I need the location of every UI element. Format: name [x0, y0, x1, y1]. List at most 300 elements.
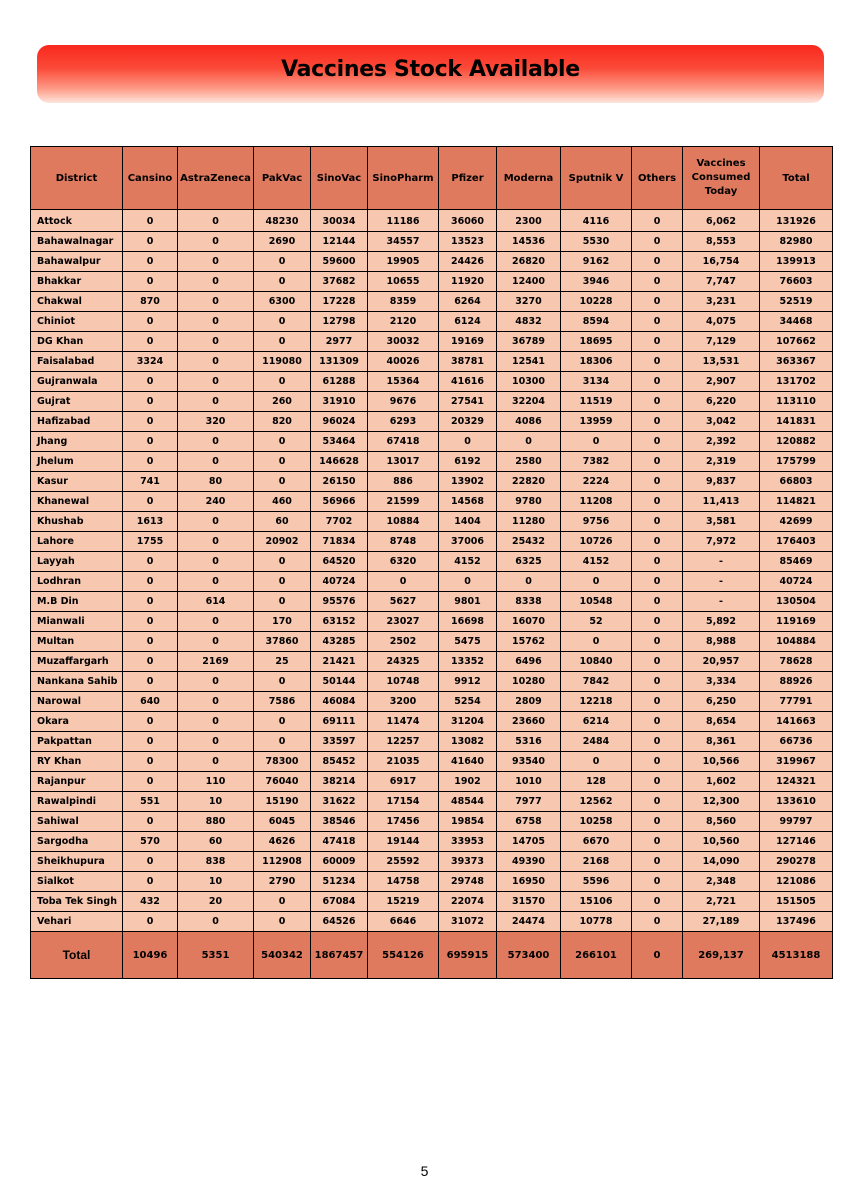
district-cell: Chakwal: [31, 292, 123, 312]
district-cell: Lahore: [31, 532, 123, 552]
value-cell: 0: [178, 572, 254, 592]
value-cell: 5,892: [683, 612, 760, 632]
value-cell: 0: [254, 892, 311, 912]
value-cell: 0: [178, 612, 254, 632]
value-cell: 7842: [561, 672, 632, 692]
value-cell: 67084: [311, 892, 368, 912]
value-cell: 1404: [439, 512, 497, 532]
total-cell: 573400: [497, 932, 561, 979]
value-cell: 2169: [178, 652, 254, 672]
table-total-row: [31, 932, 833, 979]
value-cell: 50144: [311, 672, 368, 692]
value-cell: 34468: [760, 312, 833, 332]
value-cell: 2224: [561, 472, 632, 492]
value-cell: 886: [368, 472, 439, 492]
value-cell: 0: [632, 232, 683, 252]
value-cell: 52: [561, 612, 632, 632]
page-number: 5: [420, 1163, 429, 1179]
value-cell: 139913: [760, 252, 833, 272]
district-cell: Vehari: [31, 912, 123, 932]
total-cell: 695915: [439, 932, 497, 979]
value-cell: 0: [368, 572, 439, 592]
value-cell: 10840: [561, 652, 632, 672]
value-cell: 0: [123, 592, 178, 612]
value-cell: 0: [632, 552, 683, 572]
value-cell: 0: [254, 452, 311, 472]
value-cell: 0: [254, 552, 311, 572]
value-cell: 0: [123, 312, 178, 332]
value-cell: 6917: [368, 772, 439, 792]
value-cell: 0: [632, 532, 683, 552]
district-cell: Lodhran: [31, 572, 123, 592]
value-cell: 4626: [254, 832, 311, 852]
value-cell: 0: [123, 432, 178, 452]
district-cell: Pakpattan: [31, 732, 123, 752]
value-cell: 120882: [760, 432, 833, 452]
value-cell: 23027: [368, 612, 439, 632]
value-cell: 18695: [561, 332, 632, 352]
value-cell: 0: [178, 232, 254, 252]
value-cell: 363367: [760, 352, 833, 372]
value-cell: 131309: [311, 352, 368, 372]
table-row: [31, 392, 833, 412]
value-cell: 0: [254, 272, 311, 292]
value-cell: 10258: [561, 812, 632, 832]
value-cell: 0: [123, 572, 178, 592]
value-cell: 0: [123, 552, 178, 572]
value-cell: 2168: [561, 852, 632, 872]
district-cell: Jhelum: [31, 452, 123, 472]
value-cell: 4832: [497, 312, 561, 332]
value-cell: 5530: [561, 232, 632, 252]
value-cell: 0: [632, 632, 683, 652]
value-cell: 6670: [561, 832, 632, 852]
value-cell: 3,334: [683, 672, 760, 692]
value-cell: 432: [123, 892, 178, 912]
table-row: [31, 892, 833, 912]
value-cell: 551: [123, 792, 178, 812]
table-row: [31, 512, 833, 532]
value-cell: 0: [178, 352, 254, 372]
value-cell: 0: [632, 892, 683, 912]
value-cell: 82980: [760, 232, 833, 252]
district-cell: Sheikhupura: [31, 852, 123, 872]
value-cell: 10,560: [683, 832, 760, 852]
value-cell: 37682: [311, 272, 368, 292]
value-cell: 27,189: [683, 912, 760, 932]
district-cell: Khushab: [31, 512, 123, 532]
value-cell: 460: [254, 492, 311, 512]
value-cell: 0: [123, 732, 178, 752]
value-cell: 0: [123, 712, 178, 732]
value-cell: 6214: [561, 712, 632, 732]
value-cell: 0: [254, 672, 311, 692]
value-cell: 0: [123, 372, 178, 392]
value-cell: 40026: [368, 352, 439, 372]
value-cell: 137496: [760, 912, 833, 932]
value-cell: 0: [178, 912, 254, 932]
district-cell: Faisalabad: [31, 352, 123, 372]
page-title: Vaccines Stock Available: [281, 57, 580, 82]
value-cell: 13523: [439, 232, 497, 252]
value-cell: 15762: [497, 632, 561, 652]
district-cell: Layyah: [31, 552, 123, 572]
value-cell: 3134: [561, 372, 632, 392]
table-row: [31, 852, 833, 872]
table-row: [31, 452, 833, 472]
value-cell: 0: [254, 732, 311, 752]
table-row: [31, 772, 833, 792]
value-cell: 5627: [368, 592, 439, 612]
value-cell: 8338: [497, 592, 561, 612]
value-cell: 113110: [760, 392, 833, 412]
value-cell: 1010: [497, 772, 561, 792]
value-cell: 2502: [368, 632, 439, 652]
value-cell: 63152: [311, 612, 368, 632]
value-cell: 43285: [311, 632, 368, 652]
value-cell: 4152: [561, 552, 632, 572]
value-cell: 10300: [497, 372, 561, 392]
total-cell: 554126: [368, 932, 439, 979]
value-cell: 0: [632, 772, 683, 792]
value-cell: 0: [632, 792, 683, 812]
value-cell: 0: [254, 572, 311, 592]
table-row: [31, 652, 833, 672]
table-row: [31, 732, 833, 752]
value-cell: 119080: [254, 352, 311, 372]
district-cell: Attock: [31, 212, 123, 232]
value-cell: 40724: [760, 572, 833, 592]
value-cell: 131702: [760, 372, 833, 392]
value-cell: 7,972: [683, 532, 760, 552]
table-body: [31, 210, 833, 932]
value-cell: 11186: [368, 212, 439, 232]
value-cell: 2,392: [683, 432, 760, 452]
value-cell: 104884: [760, 632, 833, 652]
table-row: [31, 232, 833, 252]
value-cell: 0: [561, 572, 632, 592]
value-cell: 0: [561, 632, 632, 652]
value-cell: 0: [123, 412, 178, 432]
value-cell: 0: [254, 372, 311, 392]
value-cell: 0: [632, 592, 683, 612]
value-cell: 0: [632, 812, 683, 832]
value-cell: 112908: [254, 852, 311, 872]
value-cell: 78628: [760, 652, 833, 672]
value-cell: 31570: [497, 892, 561, 912]
district-cell: Multan: [31, 632, 123, 652]
value-cell: 0: [254, 592, 311, 612]
value-cell: 0: [178, 672, 254, 692]
table-row: [31, 632, 833, 652]
value-cell: 15106: [561, 892, 632, 912]
total-label: Total: [31, 932, 123, 979]
value-cell: 12562: [561, 792, 632, 812]
value-cell: 22074: [439, 892, 497, 912]
value-cell: 0: [178, 272, 254, 292]
value-cell: 0: [561, 432, 632, 452]
value-cell: 2,721: [683, 892, 760, 912]
value-cell: 0: [632, 352, 683, 372]
district-cell: Mianwali: [31, 612, 123, 632]
value-cell: 0: [632, 492, 683, 512]
value-cell: 60: [178, 832, 254, 852]
value-cell: 0: [123, 332, 178, 352]
value-cell: 290278: [760, 852, 833, 872]
value-cell: 640: [123, 692, 178, 712]
value-cell: 2977: [311, 332, 368, 352]
district-cell: Gujranwala: [31, 372, 123, 392]
value-cell: 0: [439, 572, 497, 592]
value-cell: 53464: [311, 432, 368, 452]
value-cell: 16950: [497, 872, 561, 892]
value-cell: 13902: [439, 472, 497, 492]
value-cell: 99797: [760, 812, 833, 832]
district-cell: Bahawalnagar: [31, 232, 123, 252]
value-cell: 26150: [311, 472, 368, 492]
value-cell: 7586: [254, 692, 311, 712]
value-cell: 47418: [311, 832, 368, 852]
value-cell: 3,042: [683, 412, 760, 432]
district-cell: M.B Din: [31, 592, 123, 612]
value-cell: 0: [561, 752, 632, 772]
value-cell: 77791: [760, 692, 833, 712]
column-header: Total: [760, 147, 833, 210]
value-cell: 12,300: [683, 792, 760, 812]
table-header-row: [31, 147, 833, 210]
total-cell: 269,137: [683, 932, 760, 979]
value-cell: 10726: [561, 532, 632, 552]
value-cell: 76603: [760, 272, 833, 292]
value-cell: 36789: [497, 332, 561, 352]
value-cell: 39373: [439, 852, 497, 872]
value-cell: 11280: [497, 512, 561, 532]
value-cell: 0: [632, 912, 683, 932]
value-cell: 15190: [254, 792, 311, 812]
value-cell: 4,075: [683, 312, 760, 332]
value-cell: 16,754: [683, 252, 760, 272]
value-cell: 10280: [497, 672, 561, 692]
value-cell: 110: [178, 772, 254, 792]
value-cell: 741: [123, 472, 178, 492]
value-cell: 0: [254, 712, 311, 732]
value-cell: 6,062: [683, 212, 760, 232]
value-cell: 31622: [311, 792, 368, 812]
table-row: [31, 712, 833, 732]
value-cell: 21035: [368, 752, 439, 772]
value-cell: 5254: [439, 692, 497, 712]
value-cell: 0: [178, 552, 254, 572]
value-cell: 93540: [497, 752, 561, 772]
table-row: [31, 312, 833, 332]
value-cell: 0: [254, 432, 311, 452]
value-cell: 0: [178, 432, 254, 452]
column-header: SinoPharm: [368, 147, 439, 210]
value-cell: 0: [123, 612, 178, 632]
value-cell: 11474: [368, 712, 439, 732]
value-cell: -: [683, 592, 760, 612]
value-cell: 2690: [254, 232, 311, 252]
value-cell: 6264: [439, 292, 497, 312]
district-cell: Okara: [31, 712, 123, 732]
value-cell: 88926: [760, 672, 833, 692]
value-cell: 5475: [439, 632, 497, 652]
column-header: Others: [632, 147, 683, 210]
value-cell: 0: [178, 712, 254, 732]
value-cell: 0: [632, 212, 683, 232]
value-cell: 80: [178, 472, 254, 492]
value-cell: 13082: [439, 732, 497, 752]
district-cell: Sialkot: [31, 872, 123, 892]
table-row: [31, 352, 833, 372]
district-cell: Rajanpur: [31, 772, 123, 792]
value-cell: 4116: [561, 212, 632, 232]
column-header: Moderna: [497, 147, 561, 210]
value-cell: 141663: [760, 712, 833, 732]
value-cell: 0: [497, 572, 561, 592]
value-cell: 19144: [368, 832, 439, 852]
value-cell: 170: [254, 612, 311, 632]
value-cell: 20902: [254, 532, 311, 552]
value-cell: 3200: [368, 692, 439, 712]
value-cell: 0: [632, 652, 683, 672]
value-cell: 176403: [760, 532, 833, 552]
district-cell: Jhang: [31, 432, 123, 452]
value-cell: 1,602: [683, 772, 760, 792]
value-cell: 870: [123, 292, 178, 312]
value-cell: 52519: [760, 292, 833, 312]
value-cell: 10778: [561, 912, 632, 932]
value-cell: 2120: [368, 312, 439, 332]
value-cell: 48230: [254, 212, 311, 232]
district-cell: Khanewal: [31, 492, 123, 512]
value-cell: 61288: [311, 372, 368, 392]
table-row: [31, 592, 833, 612]
table-row: [31, 332, 833, 352]
value-cell: 9162: [561, 252, 632, 272]
value-cell: 10655: [368, 272, 439, 292]
value-cell: 67418: [368, 432, 439, 452]
value-cell: 0: [632, 452, 683, 472]
value-cell: 95576: [311, 592, 368, 612]
value-cell: 6300: [254, 292, 311, 312]
value-cell: 0: [123, 392, 178, 412]
table-row: [31, 492, 833, 512]
value-cell: 8594: [561, 312, 632, 332]
vaccine-stock-table: [30, 146, 833, 979]
value-cell: 17154: [368, 792, 439, 812]
value-cell: 6293: [368, 412, 439, 432]
value-cell: 20,957: [683, 652, 760, 672]
value-cell: 85469: [760, 552, 833, 572]
table-row: [31, 412, 833, 432]
value-cell: 7382: [561, 452, 632, 472]
value-cell: 6192: [439, 452, 497, 472]
value-cell: 96024: [311, 412, 368, 432]
value-cell: 3,231: [683, 292, 760, 312]
value-cell: 0: [632, 412, 683, 432]
district-cell: Bahawalpur: [31, 252, 123, 272]
value-cell: 240: [178, 492, 254, 512]
value-cell: 76040: [254, 772, 311, 792]
value-cell: 10: [178, 872, 254, 892]
value-cell: 22820: [497, 472, 561, 492]
table-row: [31, 692, 833, 712]
district-cell: Gujrat: [31, 392, 123, 412]
value-cell: 0: [439, 432, 497, 452]
total-cell: 266101: [561, 932, 632, 979]
value-cell: 25592: [368, 852, 439, 872]
value-cell: 9780: [497, 492, 561, 512]
value-cell: 78300: [254, 752, 311, 772]
value-cell: 614: [178, 592, 254, 612]
district-cell: Chiniot: [31, 312, 123, 332]
value-cell: 14758: [368, 872, 439, 892]
value-cell: 30034: [311, 212, 368, 232]
value-cell: 34557: [368, 232, 439, 252]
total-cell: 10496: [123, 932, 178, 979]
value-cell: 119169: [760, 612, 833, 632]
value-cell: 12400: [497, 272, 561, 292]
value-cell: 820: [254, 412, 311, 432]
value-cell: 0: [254, 312, 311, 332]
district-cell: Bhakkar: [31, 272, 123, 292]
value-cell: 15219: [368, 892, 439, 912]
district-cell: Kasur: [31, 472, 123, 492]
value-cell: 130504: [760, 592, 833, 612]
value-cell: 23660: [497, 712, 561, 732]
value-cell: 25: [254, 652, 311, 672]
value-cell: 1755: [123, 532, 178, 552]
value-cell: 32204: [497, 392, 561, 412]
value-cell: 66803: [760, 472, 833, 492]
district-cell: Narowal: [31, 692, 123, 712]
value-cell: 24474: [497, 912, 561, 932]
value-cell: 4086: [497, 412, 561, 432]
value-cell: 64520: [311, 552, 368, 572]
value-cell: 42699: [760, 512, 833, 532]
value-cell: 8,361: [683, 732, 760, 752]
value-cell: 59600: [311, 252, 368, 272]
value-cell: 9912: [439, 672, 497, 692]
value-cell: 19169: [439, 332, 497, 352]
value-cell: 0: [123, 252, 178, 272]
value-cell: 6325: [497, 552, 561, 572]
value-cell: 17456: [368, 812, 439, 832]
value-cell: 3324: [123, 352, 178, 372]
value-cell: 0: [632, 332, 683, 352]
value-cell: 0: [632, 752, 683, 772]
value-cell: 71834: [311, 532, 368, 552]
table-row: [31, 812, 833, 832]
table-row: [31, 872, 833, 892]
table-row: [31, 672, 833, 692]
value-cell: 20: [178, 892, 254, 912]
value-cell: 107662: [760, 332, 833, 352]
value-cell: 14536: [497, 232, 561, 252]
total-cell: 0: [632, 932, 683, 979]
value-cell: 0: [178, 532, 254, 552]
table-row: [31, 532, 833, 552]
value-cell: 319967: [760, 752, 833, 772]
value-cell: 56966: [311, 492, 368, 512]
value-cell: 0: [178, 252, 254, 272]
value-cell: 38781: [439, 352, 497, 372]
value-cell: 0: [632, 832, 683, 852]
total-cell: 540342: [254, 932, 311, 979]
value-cell: 6496: [497, 652, 561, 672]
value-cell: 0: [178, 752, 254, 772]
